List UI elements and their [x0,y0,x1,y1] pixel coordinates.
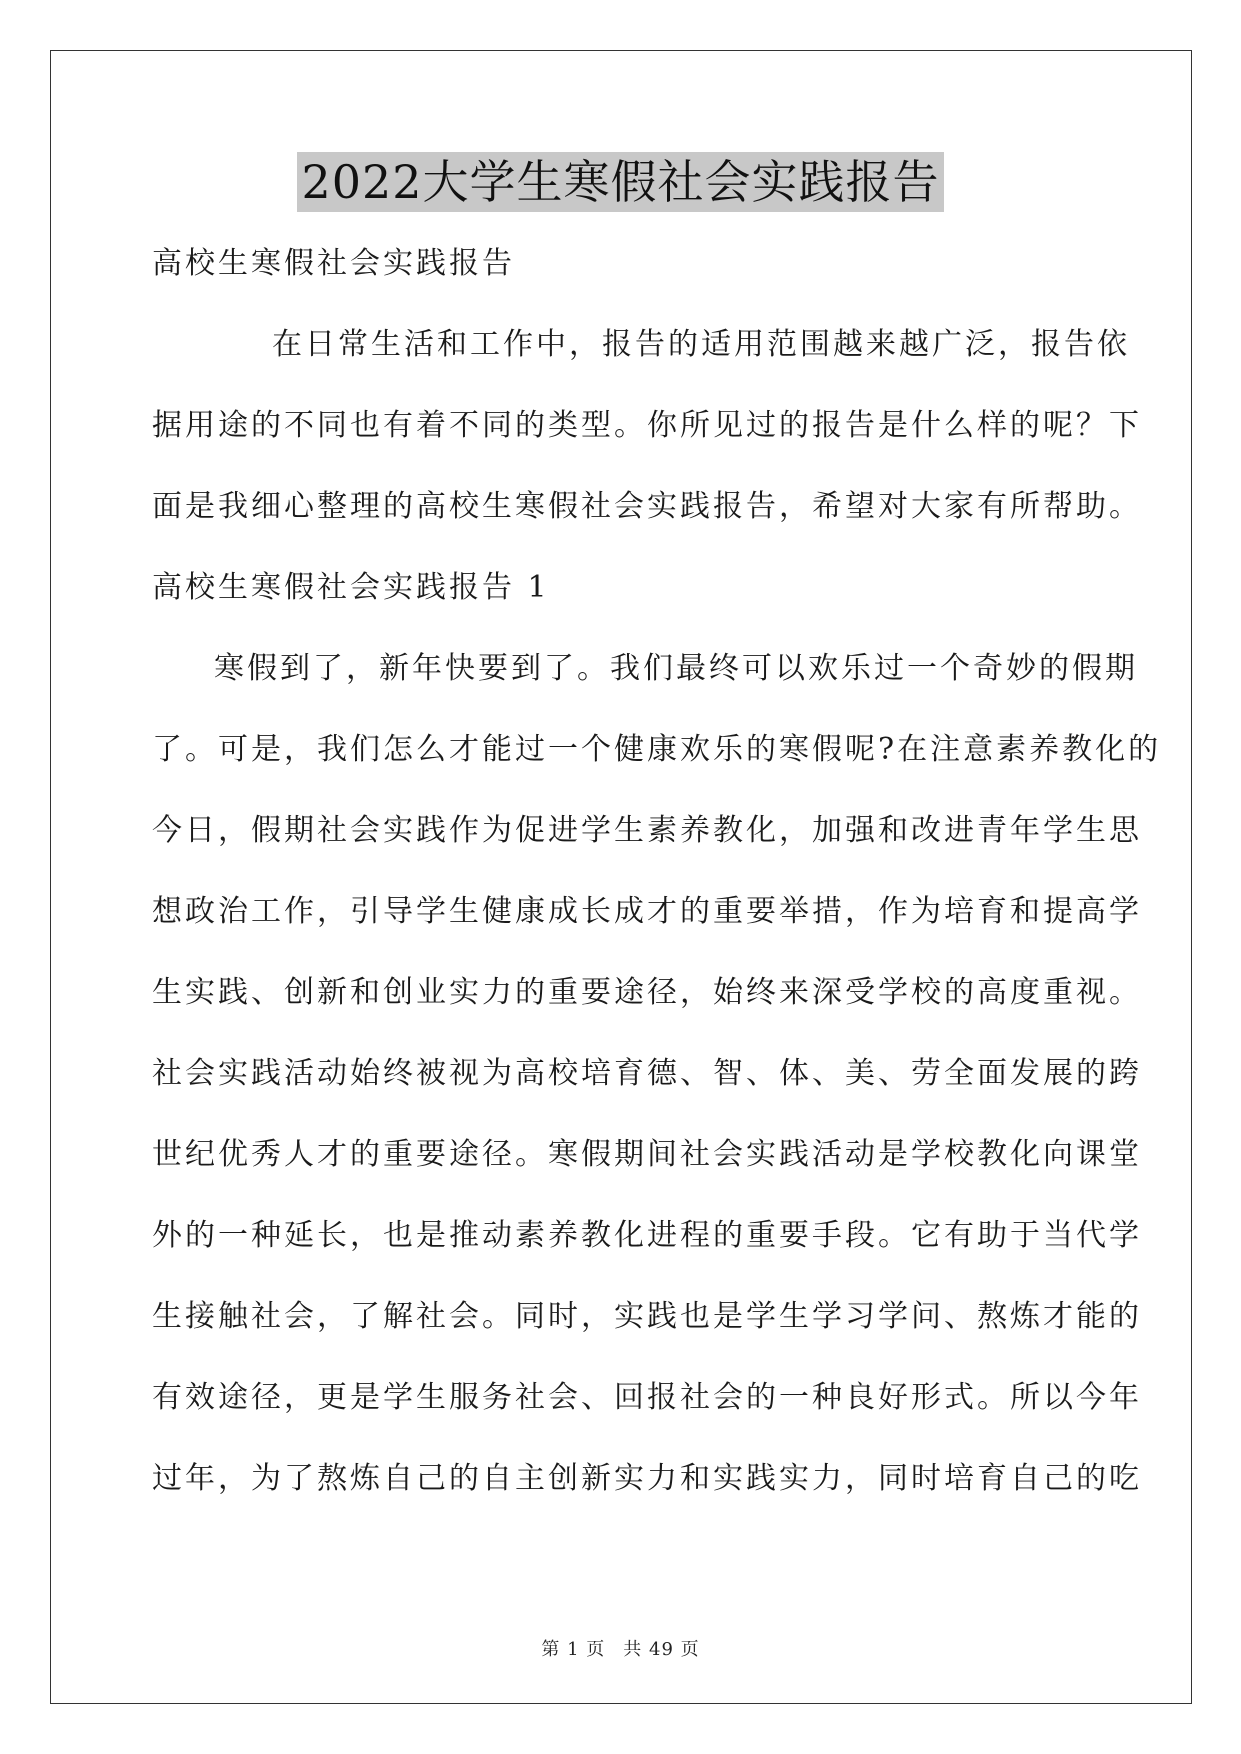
body-line: 生接触社会，了解社会。同时，实践也是学生学习学问、熬炼才能的 [152,1299,1142,1334]
body-line: 世纪优秀人才的重要途径。寒假期间社会实践活动是学校教化向课堂 [152,1137,1142,1172]
body-line: 过年，为了熬炼自己的自主创新实力和实践实力，同时培育自己的吃 [152,1461,1142,1496]
page-footer [0,1635,1241,1661]
body-line: 外的一种延长，也是推动素养教化进程的重要手段。它有助于当代学 [152,1218,1142,1253]
body-line: 在日常生活和工作中，报告的适用范围越来越广泛，报告依 [272,327,1130,362]
body-line: 据用途的不同也有着不同的类型。你所见过的报告是什么样的呢？下 [152,408,1142,443]
body-line: 了。可是，我们怎么才能过一个健康欢乐的寒假呢?在注意素养教化的 [152,732,1162,767]
document-title: 2022大学生寒假社会实践报告 [297,152,943,212]
body-line: 寒假到了，新年快要到了。我们最终可以欢乐过一个奇妙的假期 [214,651,1138,686]
body-line: 生实践、创新和创业实力的重要途径，始终来深受学校的高度重视。 [152,975,1142,1010]
body-line: 今日，假期社会实践作为促进学生素养教化，加强和改进青年学生思 [152,813,1142,848]
body-line: 有效途径，更是学生服务社会、回报社会的一种良好形式。所以今年 [152,1380,1142,1415]
body-line: 高校生寒假社会实践报告 [152,246,515,281]
title-container [0,152,1241,212]
body-line: 高校生寒假社会实践报告 1 [152,570,550,605]
body-line: 面是我细心整理的高校生寒假社会实践报告，希望对大家有所帮助。 [152,489,1142,524]
page-number: 第 1 页 [541,1639,606,1660]
body-line: 想政治工作，引导学生健康成长成才的重要举措，作为培育和提高学 [152,894,1142,929]
body-line: 社会实践活动始终被视为高校培育德、智、体、美、劳全面发展的跨 [152,1056,1142,1091]
page-total: 共 49 页 [623,1639,700,1660]
document-body [152,244,1162,1540]
